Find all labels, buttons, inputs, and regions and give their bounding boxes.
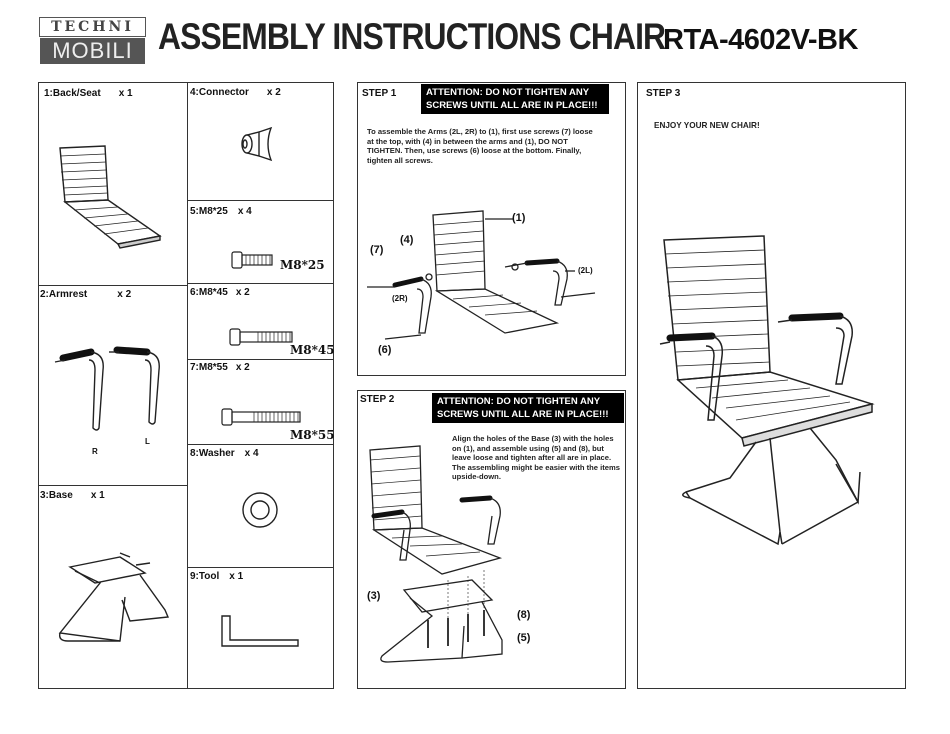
model-number: RTA-4602V-BK: [663, 24, 858, 56]
step2-attention: ATTENTION: DO NOT TIGHTEN ANY SCREWS UNTIL ALL ARE IN PLACE!!!: [432, 393, 624, 423]
step2-illustration: [362, 440, 532, 680]
part-label-base: 3:Base x 1: [40, 490, 105, 501]
part-label-back-seat: 1:Back/Seat x 1: [44, 88, 133, 99]
brand-logo: [40, 18, 145, 64]
screw-size-label: M8*25: [280, 258, 325, 272]
callout-4: (4): [400, 234, 414, 246]
screw-size-label: M8*45: [290, 343, 335, 357]
callout-1: (1): [512, 212, 526, 224]
armrest-illustration: [55, 340, 175, 440]
part-label-armrest: 2:Armrest x 2: [40, 289, 132, 300]
step2-title: STEP 2: [360, 394, 395, 405]
page-title: ASSEMBLY INSTRUCTIONS CHAIR: [158, 16, 666, 57]
logo-top-text: TECHNI: [40, 18, 145, 36]
step3-text: ENJOY YOUR NEW CHAIR!: [654, 121, 760, 130]
back-seat-illustration: [50, 140, 170, 260]
part-label-washer: 8:Washer x 4: [190, 448, 259, 459]
step1-title: STEP 1: [362, 88, 397, 99]
callout-2l: (2L): [578, 266, 593, 275]
armrest-right-tag: R: [92, 447, 98, 456]
washer-illustration: [240, 490, 280, 530]
screw-m8x45-illustration: [228, 325, 303, 349]
armrest-left-tag: L: [145, 437, 150, 446]
divider: [187, 359, 334, 360]
step2-instructions: Align the holes of the Base (3) with the holes on (1), and assemble using (5) and (8), but leave loose and tighten after all are in place. The assembling might be easier with the items upside-down.: [452, 434, 620, 481]
callout-3: (3): [367, 590, 381, 602]
divider: [187, 283, 334, 284]
divider: [187, 200, 334, 201]
parts-right-column: [187, 82, 334, 689]
callout-5: (5): [517, 632, 531, 644]
connector-illustration: [235, 122, 285, 162]
divider: [187, 444, 334, 445]
divider: [187, 567, 334, 568]
step1-illustration: [365, 205, 615, 365]
screw-m8x55-illustration: [220, 405, 305, 429]
screw-m8x25-illustration: [230, 248, 290, 272]
base-illustration: [50, 545, 175, 650]
part-label-tool: 9:Tool x 1: [190, 571, 244, 582]
step1-instructions: To assemble the Arms (2L, 2R) to (1), first use screws (7) loose at the top, with (4) in between the arms and (1), DO NOT TIGHTEN. Then, use screws (6) loose at the bottom. Finally, tighten all screws.: [367, 127, 593, 165]
callout-8: (8): [517, 609, 531, 621]
part-label-m8x25: 5:M8*25 x 4: [190, 206, 252, 217]
step1-attention: ATTENTION: DO NOT TIGHTEN ANY SCREWS UNTIL ALL ARE IN PLACE!!!: [421, 84, 609, 114]
finished-chair-illustration: [660, 232, 880, 557]
part-label-m8x55: 7:M8*55 x 2: [190, 362, 250, 373]
callout-7: (7): [370, 244, 384, 256]
callout-2r: (2R): [392, 294, 408, 303]
logo-bottom-text: MOBILI: [40, 38, 145, 64]
part-label-connector: 4:Connector x 2: [190, 87, 281, 98]
screw-size-label: M8*55: [290, 428, 335, 442]
part-label-m8x45: 6:M8*45 x 2: [190, 287, 250, 298]
hex-key-illustration: [218, 612, 308, 652]
callout-6: (6): [378, 344, 392, 356]
step3-title: STEP 3: [646, 88, 681, 99]
